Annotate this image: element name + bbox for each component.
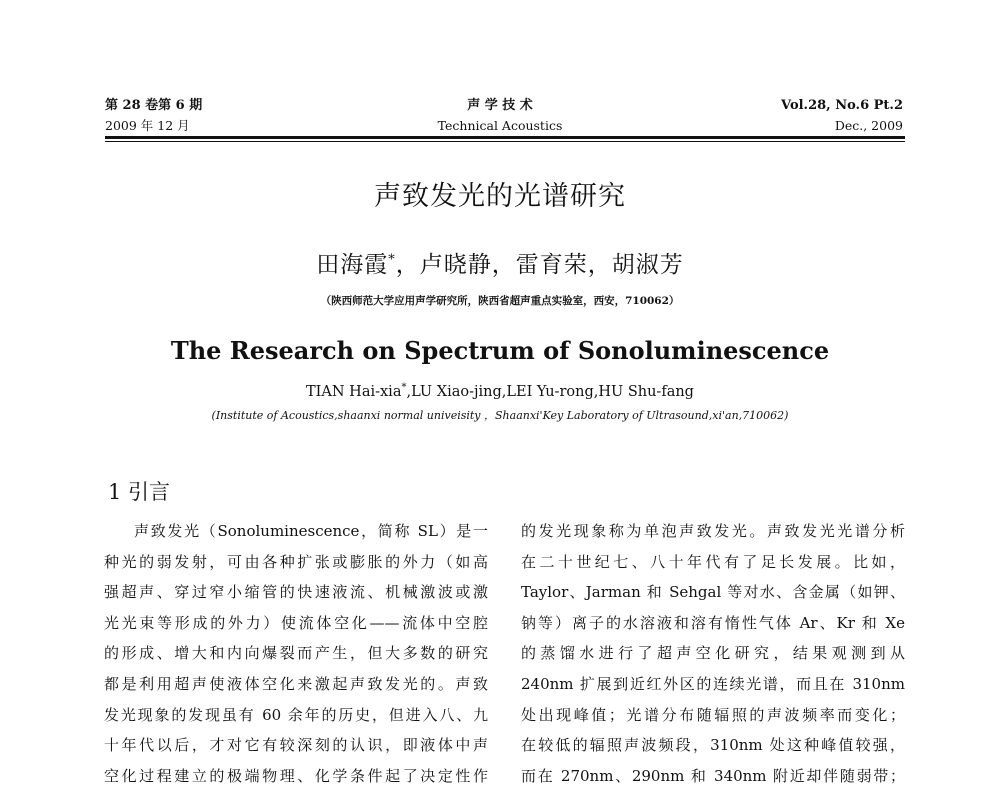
- text-line: 在二十世纪七、八十年代有了足长发展。比如，: [521, 552, 905, 571]
- body-column-right: [521, 516, 905, 791]
- affiliation-cn: （陕西师范大学应用声学研究所，陕西省超声重点实验室，西安，710062）: [320, 295, 680, 307]
- other-authors-en: ,LU Xiao-jing,LEI Yu-rong,HU Shu-fang: [406, 383, 694, 400]
- volume-issue-en: Vol.28, No.6 Pt.2: [781, 98, 903, 113]
- text-line: 空化过程建立的极端物理、化学条件起了决定性作: [104, 766, 488, 785]
- header-rule-thin: [105, 141, 905, 142]
- text-line: 的发光现象称为单泡声致发光。声致发光光谱分析: [521, 522, 905, 540]
- text-line: 而在 270nm、290nm 和 340nm 附近却伴随弱带；: [521, 766, 905, 785]
- text-line: 240nm 扩展到近红外区的连续光谱，而且在 310nm: [521, 674, 905, 693]
- text-line: 处出现峰值；光谱分布随辐照的声波频率而变化；: [521, 705, 905, 724]
- issue-date-cn: 2009 年 12 月: [105, 118, 190, 133]
- section-heading: 1 引言: [108, 480, 171, 504]
- author-list-en: [0, 382, 1000, 400]
- text-line: 的形成、增大和内向爆裂而产生，但大多数的研究: [104, 644, 488, 663]
- text-line: 种光的弱发射，可由各种扩张或膨胀的外力（如高: [104, 552, 488, 571]
- paper-title-cn: 声致发光的光谱研究: [374, 181, 626, 212]
- first-author-en: TIAN Hai-xia: [306, 383, 402, 400]
- header-rule-thick: [105, 136, 905, 139]
- text-line: 十年代以后，才对它有较深刻的认识，即液体中声: [104, 736, 488, 755]
- text-line: Taylor、Jarman 和 Sehgal 等对水、含金属（如钾、: [521, 583, 905, 602]
- text-line: 的蒸馏水进行了超声空化研究，结果观测到从: [521, 644, 905, 663]
- text-line: 在较低的辐照声波频段，310nm 处这种峰值较强，: [521, 736, 905, 755]
- first-author-cn: 田海霞: [316, 252, 389, 278]
- journal-volume-info-en: [781, 96, 903, 136]
- journal-name-cn: 声 学 技 术: [467, 98, 533, 113]
- issue-date-en: Dec., 2009: [834, 118, 903, 133]
- affiliation-en: (Institute of Acoustics,shaanxi normal univeisity ，Shaanxi'Key Laboratory of Ultrasound,xi'an,710062): [211, 409, 789, 422]
- journal-name-en: Technical Acoustics: [437, 118, 563, 133]
- text-line: 钠等）离子的水溶液和溶有惰性气体 Ar、Kr 和 Xe: [521, 613, 905, 632]
- volume-issue: 第 28 卷第 6 期: [105, 98, 203, 113]
- text-line: 都是利用超声使液体空化来激起声致发光的。声致: [104, 674, 488, 693]
- text-line: 声致发光（Sonoluminescence，简称 SL）是一: [134, 522, 488, 540]
- text-line: 发光现象的发现虽有 60 余年的历史，但进入八、九: [104, 705, 488, 724]
- corresponding-mark-en: *: [401, 382, 407, 393]
- body-column-left: [104, 516, 488, 791]
- corresponding-mark: *: [388, 252, 396, 268]
- text-line: 强超声、穿过窄小缩管的快速液流、机械激波或激: [104, 583, 488, 602]
- other-authors-cn: ，卢晓静，雷育荣，胡淑芳: [395, 252, 684, 278]
- paper-title-en: The Research on Spectrum of Sonoluminescence: [170, 336, 830, 365]
- text-line: 光光束等形成的外力）使流体空化——流体中空腔: [104, 613, 488, 632]
- author-list-cn: [0, 246, 1000, 279]
